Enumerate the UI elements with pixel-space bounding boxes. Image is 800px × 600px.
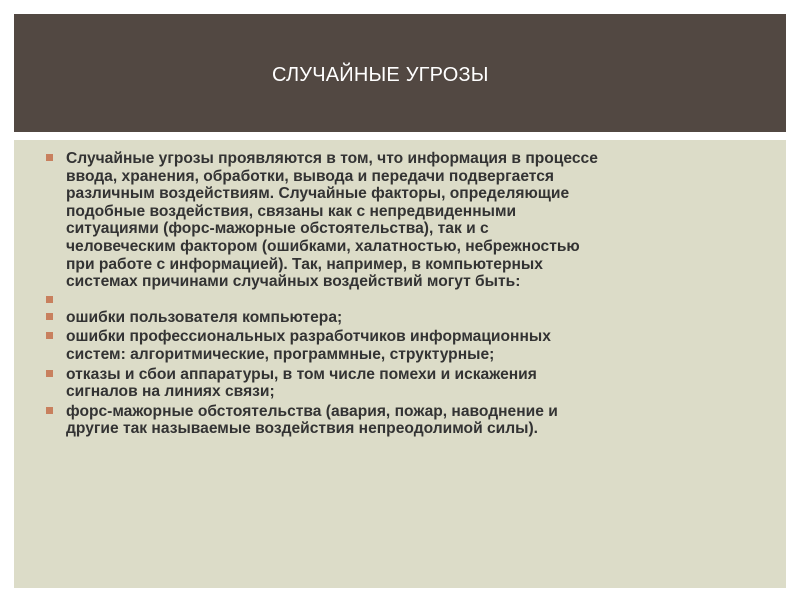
- square-bullet-icon: [46, 296, 53, 303]
- list-item-hardware-failures: [46, 366, 746, 401]
- slide-content: [46, 150, 746, 438]
- text-line: при работе с информацией). Так, например, в компьютерных: [66, 255, 543, 273]
- empty-bullet-line: [46, 291, 746, 309]
- slide-title: СЛУЧАЙНЫЕ УГРОЗЫ: [272, 64, 489, 86]
- text-line: системах причинами случайных воздействий могут быть:: [66, 273, 521, 291]
- text-line: ошибки профессиональных разработчиков информационных: [66, 328, 551, 346]
- text-line: ввода, хранения, обработки, вывода и передачи подвергается: [66, 167, 554, 185]
- list-item-force-majeure: [46, 403, 746, 438]
- intro-paragraph: [46, 150, 746, 291]
- square-bullet-icon: [46, 154, 53, 161]
- list-item-user-errors: [46, 309, 746, 327]
- square-bullet-icon: [46, 332, 53, 339]
- text-line: систем: алгоритмические, программные, структурные;: [66, 345, 495, 363]
- text-line: отказы и сбои аппаратуры, в том числе помехи и искажения: [66, 365, 537, 383]
- square-bullet-icon: [46, 407, 53, 414]
- text-line: ситуациями (форс-мажорные обстоятельства), так и с: [66, 220, 489, 238]
- text-line: подобные воздействия, связаны как с непредвиденными: [66, 202, 517, 220]
- list-item-developer-errors: [46, 328, 746, 363]
- square-bullet-icon: [46, 313, 53, 320]
- text-line: человеческим фактором (ошибками, халатностью, небрежностью: [66, 237, 580, 255]
- text-line: различным воздействиям. Случайные факторы, определяющие: [66, 185, 570, 203]
- square-bullet-icon: [46, 370, 53, 377]
- text-line: форс-мажорные обстоятельства (авария, пожар, наводнение и: [66, 402, 558, 420]
- text-line: ошибки пользователя компьютера;: [66, 308, 343, 326]
- text-line: сигналов на линиях связи;: [66, 383, 275, 401]
- text-line: Случайные угрозы проявляются в том, что информация в процессе: [66, 150, 598, 167]
- text-line: другие так называемые воздействия непреодолимой силы).: [66, 420, 539, 438]
